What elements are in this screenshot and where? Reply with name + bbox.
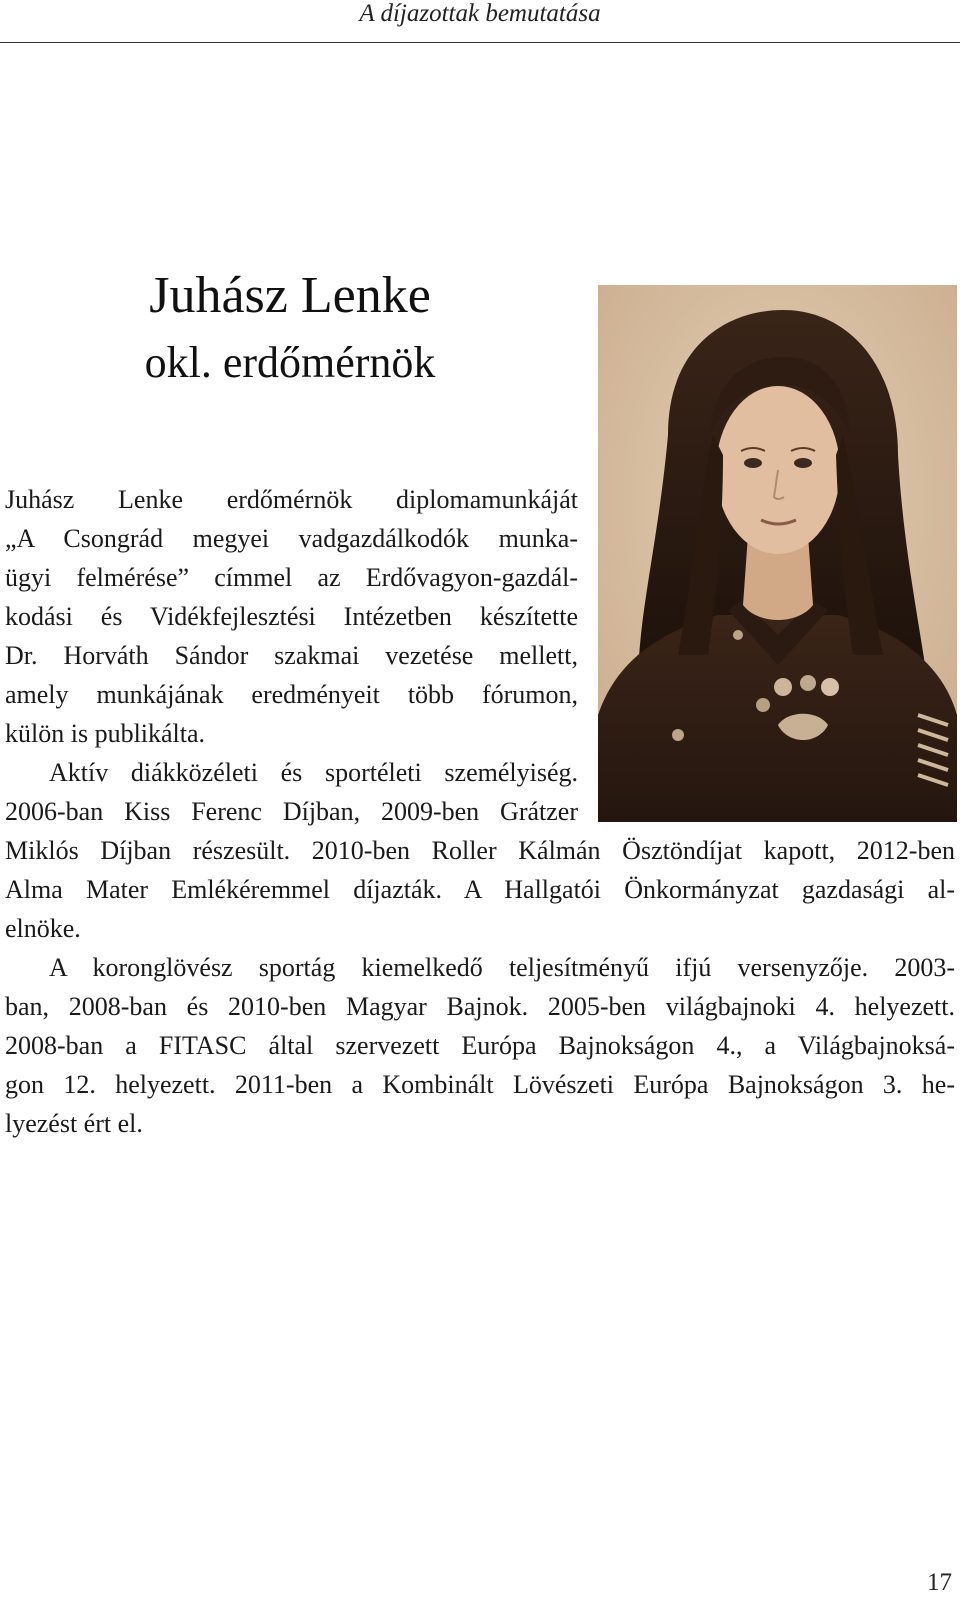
- text-line: gon 12. helyezett. 2011-ben a Kombinált Lövészeti Európa Bajnokságon 3. he-: [5, 1070, 955, 1099]
- text-line: ban, 2008-ban és 2010-ben Magyar Bajnok. 2005-ben világbajnoki 4. helyezett.: [5, 992, 955, 1021]
- text-line: 2006-ban Kiss Ferenc Díjban, 2009-ben Grátzer: [5, 797, 578, 826]
- text-line: Juhász Lenke erdőmérnök diplomamunkáját: [5, 485, 578, 514]
- text-line: külön is publikálta.: [5, 719, 206, 748]
- text-line: 2008-ban a FITASC által szervezett Európa Bajnokságon 4., a Világbajnoksá-: [5, 1031, 955, 1060]
- text-line: Aktív diákközéleti és sportéleti személyiség.: [49, 758, 578, 787]
- text-line: kodási és Vidékfejlesztési Intézetben készítette: [5, 602, 578, 631]
- paragraph-activity: [5, 753, 578, 831]
- text-line: Miklós Díjban részesült. 2010-ben Roller Kálmán Ösztöndíjat kapott, 2012-ben: [5, 836, 955, 865]
- page-number: 17: [927, 1569, 952, 1596]
- paragraph-sport: [5, 948, 955, 1143]
- portrait-photo: [598, 285, 957, 822]
- text-line: „A Csongrád megyei vadgazdálkodók munka-: [5, 524, 578, 553]
- text-line: A koronglövész sportág kiemelkedő teljesítményű ifjú versenyzője. 2003-: [49, 953, 955, 982]
- text-line: Alma Mater Emlékéremmel díjazták. A Hallgatói Önkormányzat gazdasági al-: [5, 875, 955, 904]
- text-line: amely munkájának eredményeit több fórumon,: [5, 680, 578, 709]
- person-name: Juhász Lenke: [149, 267, 431, 324]
- paragraph-activity-cont: [5, 831, 955, 948]
- text-line: Dr. Horváth Sándor szakmai vezetése mellett,: [5, 641, 578, 670]
- running-head: A díjazottak bemutatása: [359, 0, 601, 27]
- header-rule: [0, 42, 960, 43]
- text-line: elnöke.: [5, 914, 81, 943]
- text-line: lyezést ért el.: [5, 1109, 143, 1138]
- portrait-photo-icon: [598, 285, 957, 822]
- paragraph-intro: [5, 480, 578, 753]
- text-line: ügyi felmérése” címmel az Erdővagyon-gazdál-: [5, 563, 578, 592]
- person-title: okl. erdőmérnök: [144, 338, 436, 387]
